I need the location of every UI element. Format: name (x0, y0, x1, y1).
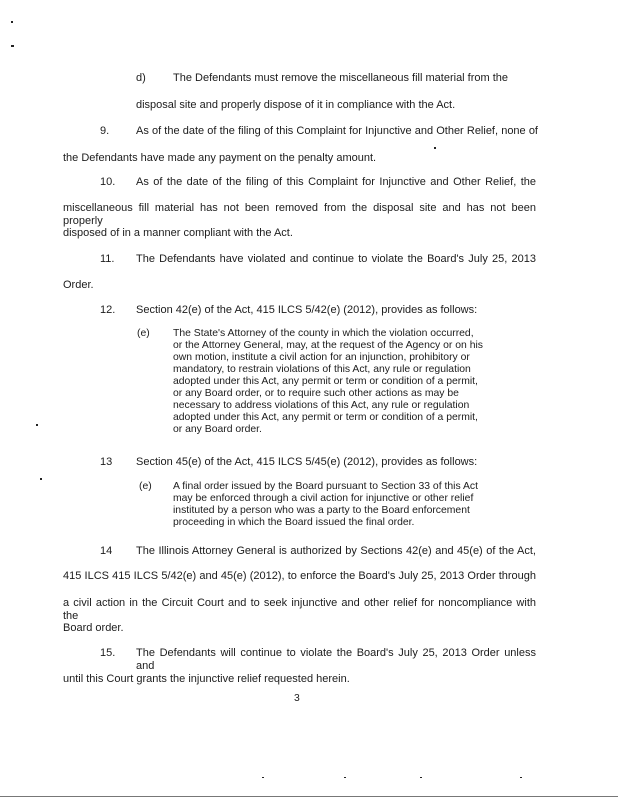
paragraph-10-line: As of the date of the filing of this Complaint for Injunctive and Other Relief, the (136, 176, 536, 188)
quote-label: (e) (137, 328, 150, 339)
item-d-line: disposal site and properly dispose of it in compliance with the Act. (136, 99, 456, 111)
scan-speck (344, 777, 346, 778)
scan-edge-line (0, 796, 618, 797)
quote-label: (e) (139, 481, 152, 492)
quote-line: or any Board order. (173, 424, 262, 435)
paragraph-10-line: disposed of in a manner compliant with the Act. (63, 227, 293, 239)
item-d-label: d) (136, 72, 146, 84)
scan-speck (520, 777, 522, 778)
paragraph-11-line: Order. (63, 279, 94, 291)
paragraph-10-line: miscellaneous fill material has not been removed from the disposal site and has not been properly (63, 202, 536, 227)
quote-line: necessary to address violations of this Act, any rule or regulation (173, 400, 470, 411)
quote-line: adopted under this Act, any permit or term or condition of a permit, (173, 412, 478, 423)
paragraph-14-line: The Illinois Attorney General is authorized by Sections 42(e) and 45(e) of the Act, (136, 545, 536, 557)
paragraph-12-intro: Section 42(e) of the Act, 415 ILCS 5/42(e) (2012), provides as follows: (136, 304, 478, 316)
scan-speck (40, 478, 42, 480)
quote-line: The State's Attorney of the county in which the violation occurred, (173, 328, 474, 339)
paragraph-14-line: 415 ILCS 415 ILCS 5/42(e) and 45(e) (2012), to enforce the Board's July 25, 2013 Order through (63, 570, 536, 582)
quote-line: or the Attorney General, may, at the request of the Agency or on his (173, 340, 483, 351)
scan-speck (420, 777, 422, 778)
scan-speck (11, 45, 14, 47)
quote-line: proceeding in which the Board issued the final order. (173, 517, 415, 528)
paragraph-14-line: a civil action in the Circuit Court and to seek injunctive and other relief for noncompliance with the (63, 597, 536, 622)
paragraph-11-line: The Defendants have violated and continue to violate the Board's July 25, 2013 (136, 253, 536, 265)
paragraph-13-intro: Section 45(e) of the Act, 415 ILCS 5/45(e) (2012), provides as follows: (136, 456, 478, 468)
paragraph-number: 9. (100, 125, 110, 137)
page-number: 3 (294, 693, 300, 704)
paragraph-number: 13 (100, 456, 113, 468)
paragraph-9-line: the Defendants have made any payment on the penalty amount. (63, 152, 377, 164)
quote-line: own motion, institute a civil action for an injunction, prohibitory or (173, 352, 470, 363)
scan-speck (434, 147, 436, 149)
quote-line: or any Board order, or to require such other actions as may be (173, 388, 459, 399)
quote-line: instituted by a person who was a party to the Board enforcement (173, 505, 470, 516)
quote-line: mandatory, to restrain violations of this Act, any rule or regulation (173, 364, 471, 375)
paragraph-14-line: Board order. (63, 622, 124, 634)
paragraph-number: 15. (100, 647, 116, 659)
quote-line: may be enforced through a civil action for injunctive or other relief (173, 493, 474, 504)
item-d-line: The Defendants must remove the miscellaneous fill material from the (173, 72, 509, 84)
quote-line: A final order issued by the Board pursuant to Section 33 of this Act (173, 481, 478, 492)
paragraph-15-line: until this Court grants the injunctive relief requested herein. (63, 673, 350, 685)
scan-speck (11, 21, 13, 23)
paragraph-9-line: As of the date of the filing of this Complaint for Injunctive and Other Relief, none of (136, 125, 538, 137)
paragraph-15-line: The Defendants will continue to violate the Board's July 25, 2013 Order unless and (136, 647, 536, 672)
scan-speck (36, 424, 38, 426)
quote-line: adopted under this Act, any permit or term or condition of a permit, (173, 376, 478, 387)
paragraph-number: 11. (100, 253, 115, 265)
paragraph-number: 12. (100, 304, 116, 316)
paragraph-number: 14 (100, 545, 113, 557)
paragraph-number: 10. (100, 176, 116, 188)
scan-speck (262, 777, 264, 778)
